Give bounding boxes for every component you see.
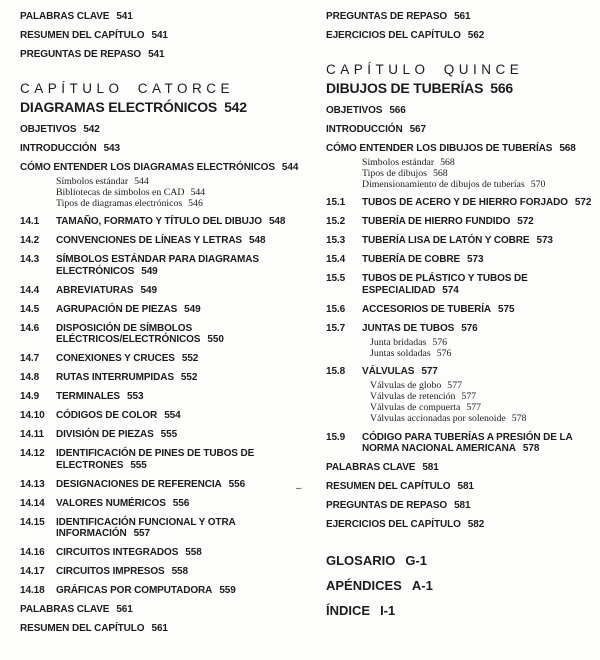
entry-label: Bibliotecas de símbolos en CAD	[56, 186, 185, 198]
page-number: 544	[190, 186, 206, 198]
toc-subentry	[370, 391, 600, 402]
entry-label: CIRCUITOS INTEGRADOS	[56, 547, 179, 558]
toc-entry	[20, 604, 308, 616]
entry-body	[56, 285, 308, 297]
page-number: 561	[454, 11, 471, 22]
entry-label: AGRUPACIÓN DE PIEZAS	[56, 303, 178, 315]
entry-label: TUBERÍA DE COBRE	[362, 254, 461, 265]
entry-label: PREGUNTAS DE REPASO	[326, 11, 448, 22]
entry-label: DIAGRAMAS ELECTRÓNICOS	[20, 98, 218, 115]
entry-label: TUBERÍA DE HIERRO FUNDIDO	[362, 216, 511, 227]
page-number: 558	[185, 547, 202, 558]
entry-body	[362, 432, 600, 455]
backmatter-entry	[326, 578, 600, 593]
page-number: 581	[454, 500, 471, 511]
entry-label: Válvulas de globo	[370, 380, 442, 391]
section-number: 14.16	[20, 547, 45, 558]
entry-label: Símbolos estándar	[56, 175, 129, 187]
section-number: 14.15	[20, 516, 45, 528]
entry-label: TAMAÑO, FORMATO Y TÍTULO DEL DIBUJO	[56, 216, 262, 227]
page-number: 574	[442, 284, 459, 296]
page-number: 543	[103, 142, 120, 154]
toc-entry-numbered	[20, 479, 308, 491]
entry-body	[56, 323, 308, 346]
entry-body	[56, 304, 308, 316]
section-number: 14.5	[20, 303, 40, 315]
page-number: 572	[517, 216, 534, 227]
page-number: 548	[268, 216, 286, 227]
toc-section-entry	[326, 143, 600, 190]
entry-label: OBJETIVOS	[20, 123, 77, 135]
page-number: 544	[134, 175, 149, 187]
toc-column-left	[20, 11, 308, 642]
toc-entry	[326, 462, 600, 474]
page-number: 578	[511, 413, 527, 424]
sub-entries	[20, 176, 308, 209]
page-number: 578	[522, 443, 540, 454]
page-number: 541	[148, 49, 165, 60]
page-number: A-1	[411, 577, 433, 593]
toc-entry	[20, 124, 308, 136]
toc-subentry	[370, 413, 600, 424]
section-number: 14.3	[20, 254, 40, 265]
entry-body	[362, 273, 600, 296]
toc-entry-numbered	[326, 273, 600, 296]
toc-entry-numbered	[20, 429, 308, 441]
page-number: 559	[219, 585, 236, 596]
entry-label: ÍNDICE	[326, 602, 371, 618]
section-number: 14.2	[20, 235, 40, 246]
entry-label: CÓMO ENTENDER LOS DIAGRAMAS ELECTRÓNICOS	[20, 161, 275, 173]
toc-entry	[326, 11, 600, 23]
page-number: 550	[207, 334, 224, 345]
page-number: 582	[467, 519, 485, 530]
toc-subentry	[362, 157, 600, 168]
toc-subentry	[370, 337, 600, 348]
page-number: 556	[172, 497, 190, 509]
section-number: 15.5	[326, 273, 346, 284]
toc-entry-numbered	[20, 254, 308, 277]
entry-label: Válvulas accionadas por solenoide	[370, 413, 506, 424]
toc-subentry	[56, 187, 308, 198]
entry-body	[56, 448, 308, 471]
page-number: 541	[116, 11, 133, 22]
entry-body	[362, 304, 600, 316]
page-number: 548	[249, 235, 266, 246]
sub-entries	[362, 380, 600, 424]
entry-label: CAPÍTULO QUINCE	[326, 61, 524, 77]
section-number: 14.1	[20, 216, 40, 227]
page-number: 549	[184, 303, 201, 315]
entry-label: PREGUNTAS DE REPASO	[20, 49, 142, 60]
page-number: 568	[432, 167, 448, 179]
toc-entry	[326, 500, 600, 512]
entry-label: ACCESORIOS DE TUBERÍA	[362, 303, 492, 315]
page-number: 577	[461, 391, 477, 402]
entry-label: CAPÍTULO CATORCE	[20, 80, 235, 96]
section-number: 14.11	[20, 429, 44, 440]
section-number: 14.17	[20, 566, 45, 577]
entry-label: CÓDIGO PARA TUBERÍAS A PRESIÓN DE LA NORMA NACIONAL AMERICANA	[362, 431, 573, 454]
entry-label: TUBOS DE ACERO Y DE HIERRO FORJADO	[362, 197, 568, 208]
entry-label: Tipos de diagramas electrónicos	[56, 197, 183, 209]
page-number: 570	[530, 178, 546, 190]
entry-label: SÍMBOLOS ESTÁNDAR PARA DIAGRAMAS ELECTRÓNICOS	[56, 254, 259, 277]
toc-entry	[326, 30, 600, 42]
entry-label: PALABRAS CLAVE	[326, 462, 416, 473]
page-number: 581	[457, 481, 474, 492]
page-number: 544	[281, 161, 299, 173]
page-number: 577	[421, 366, 438, 377]
toc-subentry	[370, 348, 600, 359]
page-number: 577	[466, 402, 482, 413]
page-number: 561	[151, 623, 168, 634]
page-number: 555	[130, 459, 147, 471]
entry-label: Tipos de dibujos	[362, 167, 427, 179]
entry-body	[362, 197, 600, 209]
section-number: 14.6	[20, 322, 40, 334]
entry-body	[56, 353, 308, 365]
toc-entry-numbered	[326, 432, 600, 455]
entry-label: Junta bridadas	[370, 336, 427, 348]
entry-label: EJERCICIOS DEL CAPÍTULO	[326, 30, 461, 41]
entry-label: DISPOSICIÓN DE SÍMBOLOS ELÉCTRICOS/ELECTRÓNICOS	[56, 322, 201, 345]
page-number: 573	[536, 235, 553, 246]
section-number: 15.3	[326, 235, 346, 246]
toc-entry-numbered	[20, 585, 308, 597]
sub-entries	[326, 157, 600, 190]
section-number: 15.1	[326, 197, 346, 208]
page-number: 552	[180, 372, 198, 383]
toc-entry-numbered	[20, 216, 308, 228]
toc-entry-numbered	[326, 254, 600, 266]
page-number: 566	[389, 104, 406, 116]
page-number: 576	[432, 336, 448, 348]
page-number: 552	[181, 353, 199, 364]
entry-label: OBJETIVOS	[326, 104, 383, 116]
toc-entry-numbered	[20, 448, 308, 471]
toc-entry-numbered	[20, 566, 308, 578]
toc-entry-numbered	[20, 410, 308, 422]
page-number: 542	[83, 123, 100, 135]
page-number: 576	[436, 347, 452, 359]
entry-label: JUNTAS DE TUBOS	[362, 322, 455, 334]
page-number: 557	[133, 528, 150, 539]
toc-entry-numbered	[326, 235, 600, 247]
chapter-title	[20, 100, 308, 115]
section-number: 14.13	[20, 478, 45, 490]
entry-body	[362, 235, 600, 247]
chapter-heading	[326, 62, 600, 77]
toc-entry	[20, 11, 308, 23]
entry-label: ABREVIATURAS	[56, 284, 134, 296]
toc-entry-numbered	[20, 285, 308, 297]
page-number: 549	[141, 265, 158, 277]
entry-body	[362, 323, 600, 359]
section-number: 15.8	[326, 366, 346, 377]
toc-entry-numbered	[20, 235, 308, 247]
page-number: 573	[467, 254, 484, 265]
page-number: 577	[447, 380, 462, 391]
entry-label: Símbolos estándar	[362, 156, 435, 168]
page-number: 561	[116, 604, 133, 615]
entry-label: VALORES NUMÉRICOS	[56, 497, 166, 509]
page-number: 546	[188, 197, 203, 209]
toc-entry	[326, 481, 600, 493]
entry-label: CIRCUITOS IMPRESOS	[56, 566, 165, 577]
toc-entry-numbered	[326, 366, 600, 424]
toc-entry-numbered	[326, 323, 600, 359]
toc-entry	[20, 49, 308, 61]
entry-label: Juntas soldadas	[370, 347, 431, 359]
toc-entry-numbered	[326, 304, 600, 316]
entry-label: RESUMEN DEL CAPÍTULO	[20, 30, 145, 41]
entry-label: RESUMEN DEL CAPÍTULO	[20, 623, 145, 634]
section-number: 15.6	[326, 303, 346, 315]
page-number: 575	[498, 303, 515, 315]
toc-entry-numbered	[20, 517, 308, 540]
entry-body	[56, 372, 308, 384]
chapter-heading	[20, 81, 308, 96]
entry-body	[56, 517, 308, 540]
entry-label: INTRODUCCIÓN	[20, 142, 97, 154]
entry-body	[362, 366, 600, 424]
toc-column-right	[326, 11, 600, 642]
section-number: 14.8	[20, 372, 40, 383]
entry-label: APÉNDICES	[326, 577, 402, 593]
entry-label: TERMINALES	[56, 391, 121, 402]
section-number: 14.14	[20, 497, 45, 509]
page-number: I-1	[380, 602, 396, 618]
entry-label: DIVISIÓN DE PIEZAS	[56, 429, 154, 440]
backmatter-entry	[326, 603, 600, 618]
entry-body	[56, 585, 308, 597]
entry-label: RESUMEN DEL CAPÍTULO	[326, 481, 451, 492]
section-number: 15.2	[326, 216, 346, 227]
page-number: 542	[224, 98, 247, 115]
entry-label: INTRODUCCIÓN	[326, 123, 403, 135]
section-number: 15.4	[326, 254, 346, 265]
entry-label: PALABRAS CLAVE	[20, 11, 110, 22]
page-number: 549	[140, 284, 157, 296]
backmatter-entry	[326, 553, 600, 568]
page-number: G-1	[405, 552, 428, 568]
entry-label: CÓDIGOS DE COLOR	[56, 410, 158, 421]
entry-body	[56, 216, 308, 228]
toc-entry-numbered	[20, 498, 308, 510]
entry-label: GLOSARIO	[326, 552, 396, 568]
scan-artifact-mark: –	[296, 483, 302, 494]
entry-label: DIBUJOS DE TUBERÍAS	[326, 79, 484, 96]
entry-label: Dimensionamiento de dibujos de tuberías	[362, 178, 525, 190]
page-number: 554	[164, 410, 181, 421]
entry-body	[56, 235, 308, 247]
toc-entry-numbered	[20, 391, 308, 403]
section-number: 14.12	[20, 448, 45, 459]
page-number: 566	[490, 79, 513, 96]
entry-label: IDENTIFICACIÓN FUNCIONAL Y OTRA INFORMACIÓN	[56, 516, 236, 539]
entry-body	[362, 254, 600, 266]
toc-entry	[326, 105, 600, 117]
entry-label: VÁLVULAS	[362, 366, 415, 377]
entry-label: TUBOS DE PLÁSTICO Y TUBOS DE ESPECIALIDAD	[362, 273, 528, 296]
toc-subentry	[370, 380, 600, 391]
entry-label: PALABRAS CLAVE	[20, 604, 110, 615]
entry-label: IDENTIFICACIÓN DE PINES DE TUBOS DE ELECTRONES	[56, 448, 255, 471]
entry-label: TUBERÍA LISA DE LATÓN Y COBRE	[362, 235, 530, 246]
toc-entry	[326, 519, 600, 531]
section-number: 14.4	[20, 284, 40, 296]
page-number: 581	[422, 462, 439, 473]
entry-body	[56, 429, 308, 441]
page-number: 568	[559, 142, 576, 154]
section-number: 14.9	[20, 391, 40, 402]
section-number: 15.9	[326, 431, 346, 443]
entry-label: CONEXIONES Y CRUCES	[56, 353, 175, 364]
page-number: 568	[440, 156, 455, 168]
entry-label: PREGUNTAS DE REPASO	[326, 500, 448, 511]
entry-body	[56, 254, 308, 277]
toc-subentry	[362, 168, 600, 179]
toc-entry-numbered	[20, 547, 308, 559]
page-number: 558	[171, 566, 188, 577]
entry-body	[56, 498, 308, 510]
toc-subentry	[362, 179, 600, 190]
page-number: 541	[151, 30, 168, 41]
chapter-title	[326, 81, 600, 96]
toc-subentry	[56, 176, 308, 187]
entry-body	[56, 479, 308, 491]
entry-label: DESIGNACIONES DE REFERENCIA	[56, 478, 222, 490]
page-number: 572	[574, 197, 592, 208]
section-number: 14.7	[20, 353, 40, 364]
toc-entry-numbered	[20, 323, 308, 346]
page-number: 562	[467, 30, 485, 41]
entry-label: RUTAS INTERRUMPIDAS	[56, 372, 174, 383]
section-number: 14.10	[20, 410, 45, 421]
toc-entry-numbered	[20, 353, 308, 365]
entry-body	[56, 566, 308, 578]
entry-body	[362, 216, 600, 228]
toc-entry	[20, 30, 308, 42]
entry-body	[56, 391, 308, 403]
entry-label: CONVENCIONES DE LÍNEAS Y LETRAS	[56, 235, 243, 246]
toc-entry-numbered	[20, 304, 308, 316]
toc-entry	[326, 124, 600, 136]
entry-label: EJERCICIOS DEL CAPÍTULO	[326, 519, 461, 530]
toc-subentry	[370, 402, 600, 413]
entry-body	[56, 547, 308, 559]
entry-label: GRÁFICAS POR COMPUTADORA	[56, 585, 213, 596]
entry-label: CÓMO ENTENDER LOS DIBUJOS DE TUBERÍAS	[326, 142, 553, 154]
section-number: 15.7	[326, 322, 346, 334]
page-number: 553	[127, 391, 144, 402]
toc-subentry	[56, 198, 308, 209]
page-number: 556	[228, 478, 246, 490]
entry-label: Válvulas de compuerta	[370, 402, 461, 413]
sub-entries	[362, 337, 600, 359]
section-number: 14.18	[20, 585, 45, 596]
toc-entry-numbered	[20, 372, 308, 384]
page-number: 567	[409, 123, 426, 135]
toc-entry	[20, 143, 308, 155]
toc-entry-numbered	[326, 216, 600, 228]
page-number: 576	[461, 322, 478, 334]
toc-entry-numbered	[326, 197, 600, 209]
page-number: 555	[160, 429, 178, 440]
toc-section-entry	[20, 162, 308, 209]
entry-body	[56, 410, 308, 422]
entry-label: Válvulas de retención	[370, 391, 456, 402]
toc-entry	[20, 623, 308, 635]
